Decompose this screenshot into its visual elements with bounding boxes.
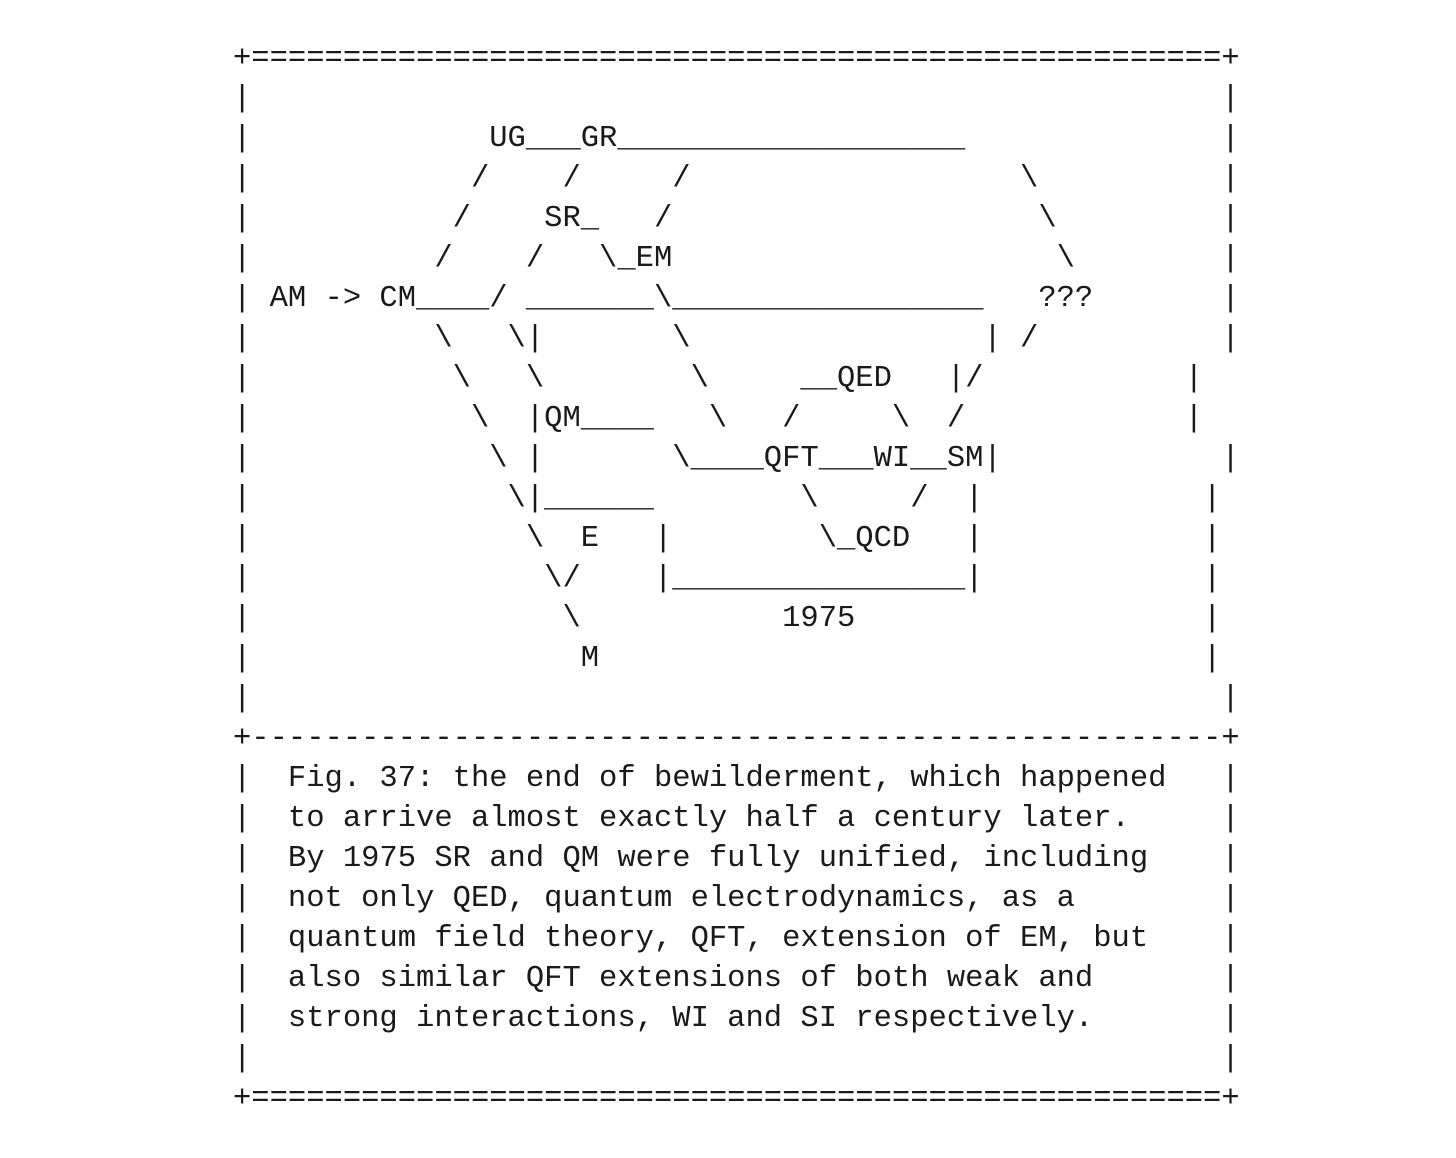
frame-top-border: +=====================================================+ (233, 42, 1240, 76)
caption-line: | strong interactions, WI and SI respectively. | (233, 1002, 1240, 1036)
diagram-line: | / SR_ / \ | (233, 202, 1240, 236)
diagram-line: | \ | \____QFT___WI__SM| | (233, 442, 1240, 476)
diagram-line: | \ \ \ __QED |/ | (233, 362, 1204, 396)
diagram-line: | \ E | \_QCD | | (233, 522, 1222, 556)
diagram-line: | M | (233, 642, 1222, 676)
caption-line: | Fig. 37: the end of bewilderment, which happened | (233, 762, 1240, 796)
caption-line: | | (233, 1042, 1240, 1076)
caption-line: | quantum field theory, QFT, extension of EM, but | (233, 922, 1240, 956)
caption-line: | to arrive almost exactly half a century later. | (233, 802, 1240, 836)
diagram-line: | / / \_EM \ | (233, 242, 1240, 276)
diagram-line: | \/ |________________| | (233, 562, 1222, 596)
caption-line: | By 1975 SR and QM were fully unified, including | (233, 842, 1240, 876)
diagram-line: | | (233, 82, 1240, 116)
diagram-line: | UG___GR___________________ | (233, 122, 1240, 156)
diagram-line: | \ \| \ | / | (233, 322, 1240, 356)
caption-line: | not only QED, quantum electrodynamics, as a | (233, 882, 1240, 916)
diagram-line: | | (233, 682, 1240, 716)
diagram-line: | AM -> CM____/ _______\_________________ ??? | (233, 282, 1240, 316)
frame-divider: +-----------------------------------------------------+ (233, 722, 1240, 756)
diagram-line: | / / / \ | (233, 162, 1240, 196)
diagram-line: | \|______ \ / | | (233, 482, 1222, 516)
ascii-diagram (233, 39, 1240, 1119)
diagram-line: | \ |QM____ \ / \ / | (233, 402, 1204, 436)
diagram-line: | \ 1975 | (233, 602, 1222, 636)
frame-bottom-border: +=====================================================+ (233, 1082, 1240, 1116)
caption-line: | also similar QFT extensions of both weak and | (233, 962, 1240, 996)
